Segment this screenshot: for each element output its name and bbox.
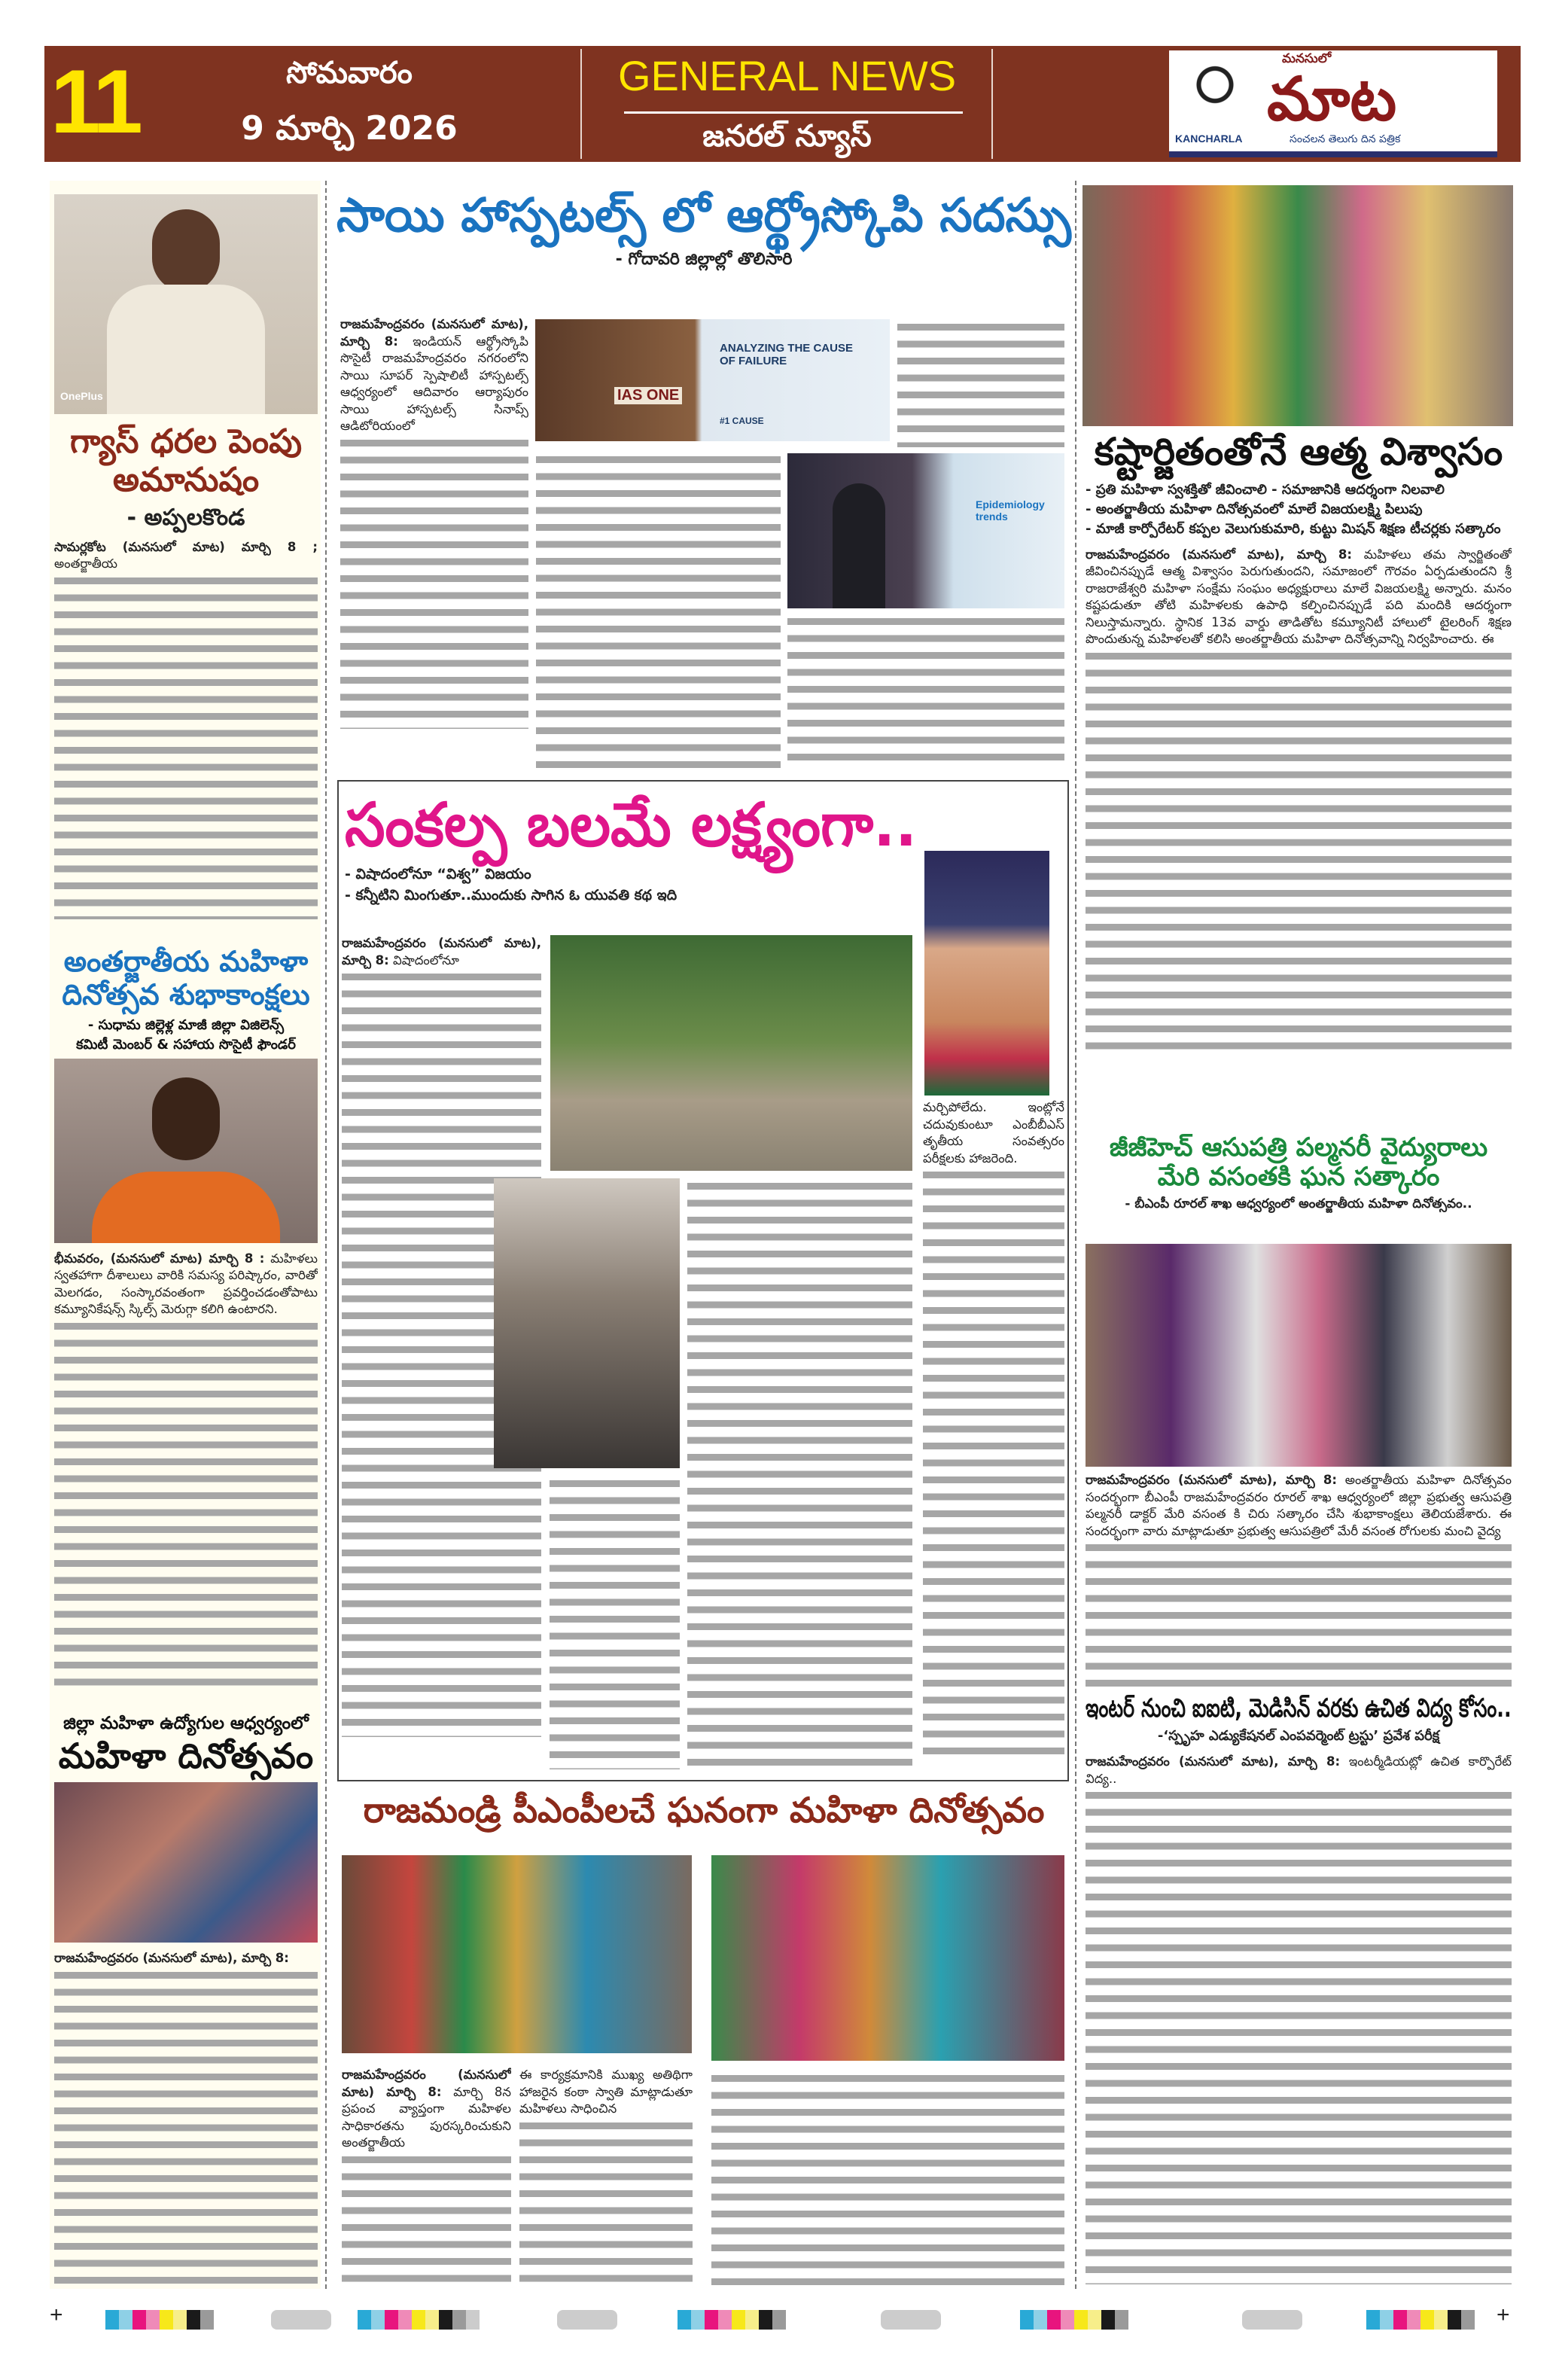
- bullet: - విషాదంలోనూ “విశ్వ” విజయం: [345, 866, 531, 882]
- subhead-line: కమిటీ మెంబర్ & సహాయ సొసైటీ ఫౌండర్: [76, 1036, 296, 1053]
- body-text: మర్చిపోలేదు. ఇంట్లోనే చదువుకుంటూ ఎంబీబీఎస్ తృతీయ సంవత్సరం పరీక్షలకు హాజరెంది.: [923, 1100, 1064, 1166]
- article-body: [687, 1178, 912, 1769]
- gray-patch: [1242, 2310, 1302, 2330]
- article-body: [340, 316, 528, 768]
- founder-portrait-icon: [1192, 61, 1238, 129]
- body-text: మార్చి 8న ప్రపంచ వ్యాప్తంగా మహిళల సాధికారతను పురస్కరించుకుని అంతర్జాతీయ: [342, 2084, 511, 2150]
- dateline: రాజమహేంద్రవరం (మనసులో మాట), మార్చి 8:: [1086, 547, 1352, 562]
- story-gas: [54, 194, 318, 934]
- registration-mark-icon: +: [50, 2302, 63, 2327]
- article-body: [342, 2067, 511, 2285]
- article-body: [1086, 1754, 1512, 2286]
- photo-speaker: [787, 453, 1064, 608]
- newspaper-logo: [1169, 50, 1497, 157]
- photo-pmp-felicitation: [342, 1855, 692, 2053]
- article-body: [54, 1950, 318, 2286]
- photo-memorial: [494, 1178, 680, 1468]
- text-lines: [687, 1178, 912, 1769]
- story-sankalpa-header: [345, 791, 917, 930]
- article-body: [923, 1099, 1064, 1769]
- subhead: -‘స్పృహ ఎడ్యుకేషనల్ ఎంపవర్మెంట్ ట్రస్టు’ ప్రవేశ పరీక్ష: [1157, 1728, 1440, 1745]
- divider: [991, 49, 993, 159]
- text-lines: [1086, 648, 1512, 1055]
- dateline: రాజమహేంద్రవరం (మనసులో మాట), మార్చి 8:: [1086, 1754, 1341, 1769]
- article-body: [536, 452, 781, 768]
- article-body: [897, 319, 1064, 447]
- color-bar: [358, 2310, 480, 2330]
- bullet: - కన్నీటిని మింగుతూ..ముందుకు సాగిన ఓ యువతి కథ ఇది: [345, 886, 678, 904]
- body-text: అంతర్జాతీయ: [54, 556, 117, 571]
- logo-brand: KANCHARLA: [1175, 133, 1243, 145]
- text-lines: [1086, 1540, 1512, 1687]
- dateline: రాజమహేంద్రవరం (మనసులో మాట), మార్చి 8:: [1086, 1473, 1338, 1487]
- headline-sai: సాయి హాస్పటల్స్ లో ఆర్థ్రోస్కోపి సదస్సు: [336, 187, 1071, 242]
- story-confidence: [1086, 431, 1512, 1122]
- logo-small: మనసులో: [1282, 51, 1332, 66]
- slide-title: ANALYZING THE CAUSE OF FAILURE: [720, 342, 853, 367]
- subhead: - గోదావరి జిల్లాల్లో తొలిసారి: [615, 250, 793, 270]
- article-body: [54, 1251, 318, 1708]
- bullet: - ప్రతి మహిళా స్వశక్తితో జీవించాలి - సమాజానికి ఆదర్శంగా నిలవాలి: [1086, 481, 1445, 498]
- bullet: - మాజీ కార్పోరేటర్ కప్పల వెలుగుకుమారి, కుట్టు మిషన్ శిక్షణ టీచర్లకు సత్కారం: [1086, 520, 1501, 537]
- subhead-line: - సుధామ జిల్లెళ్ల మాజీ జిల్లా విజిలెన్స్: [87, 1017, 285, 1034]
- logo-title: మాట: [1267, 63, 1397, 134]
- article-body: [711, 2071, 1064, 2285]
- headline-district: మహిళా దినోత్సవం: [58, 1735, 314, 1777]
- headline-line: గ్యాస్ ధరల పెంపు: [69, 422, 303, 461]
- divider: [624, 111, 963, 114]
- text-lines: [536, 452, 781, 768]
- dateline: సామర్లకోట (మనసులో మాట) మార్చి 8 ;: [54, 539, 318, 554]
- dateline: రాజమహేంద్రవరం (మనసులో మాట) మార్చి 8:: [342, 2068, 511, 2099]
- photo-women-group: [711, 1855, 1064, 2061]
- headline-gas: [54, 423, 318, 499]
- slide-text: #1 CAUSE: [720, 416, 764, 426]
- article-body: [787, 614, 1064, 768]
- headline-line: మేరి వసంతకి ఘన సత్కారం: [1157, 1162, 1440, 1193]
- headline-confidence: కష్టార్జితంతోనే ఆత్మ విశ్వాసం: [1094, 430, 1503, 474]
- logo-tagline: సంచలన తెలుగు దిన పత్రిక: [1290, 133, 1401, 145]
- text-lines: [711, 2071, 1064, 2285]
- banner-text: IAS ONE: [614, 387, 682, 404]
- article-body: [1086, 1472, 1512, 1687]
- dateline: భీమవరం, (మనసులో మాట) మార్చి 8 :: [54, 1251, 265, 1266]
- gray-patch: [557, 2310, 617, 2330]
- story-sai-header: [335, 188, 1073, 312]
- subhead: [54, 1016, 318, 1053]
- text-lines: [340, 435, 528, 729]
- dateline: రాజమహేంద్రవరం (మనసులో మాట), మార్చి 8:: [54, 1951, 289, 1966]
- photo-district-event: [54, 1782, 318, 1943]
- article-body: [1086, 547, 1512, 1122]
- screen-text: Epidemiology trends: [976, 498, 1045, 523]
- gray-patch: [881, 2310, 941, 2330]
- photo-appalakonda: [54, 194, 318, 414]
- headline-pmp: రాజమండ్రి పీఎంపీలచే ఘనంగా మహిళా దినోత్సవం: [363, 1790, 1045, 1830]
- story-pmp-header: [335, 1790, 1073, 1847]
- kicker: జిల్లా మహిళా ఉద్యోగుల ఆధ్వర్యంలో: [63, 1714, 309, 1733]
- text-lines: [923, 1167, 1064, 1762]
- issue-date: 9 మార్చి 2026: [241, 109, 458, 148]
- body-text: విషాదంలోనూ: [388, 952, 459, 968]
- article-body: [519, 2067, 693, 2285]
- body-text: అంతర్జాతీయ మహిళా దినోత్సవం సందర్భంగా బీఎంపీ రాజమహేంద్రవరం రూరల్ శాఖ ఆధ్వర్యంలో జిల్లా ప్రభుత్వ ఆసుపత్రి పల్మనరీ డాక్టర్ మేరి వసంత కి చిరు సత్కారం చేసి శుభాకాంక్షలు తెలియజేశారు. ఈ సందర్భంగా వారు మాట్లాడుతూ ప్రభుత్వ ఆసుపత్రిలో మేరీ వసంత రోగులకు మంచి వైద్య: [1086, 1473, 1512, 1538]
- headline-line: అంతర్జాతీయ మహిళా: [63, 945, 309, 978]
- text-lines: [54, 1318, 318, 1695]
- color-bar: [105, 2310, 214, 2330]
- headline-line: జీజీహెచ్ ఆసుపత్రి పల్మనరీ వైద్యురాలు: [1109, 1132, 1488, 1163]
- bullet: - అంతర్జాతీయ మహిళా దినోత్సవంలో మాలే విజయలక్ష్మి పిలుపు: [1086, 501, 1423, 517]
- column-rule: [325, 181, 327, 2289]
- headline-line: దినోత్సవ శుభాకాంక్షలు: [62, 977, 310, 1011]
- body-text: మహిళలు స్వతహాగా దీశాలులు వారికి సమస్య పరిష్కారం, వారితో మెలగడం, సంస్కారవంతంగా ప్రవర్తించడంతోపాటు కమ్యూనికేషన్స్ స్కిల్స్ మెరుగ్గా కలిగి ఉంటారని.: [54, 1251, 318, 1317]
- body-text: మహిళలు తమ స్వార్జితంతో జీవించినప్పుడే ఆత్మ విశ్వాసం పెరుగుతుందని, సమాజంలో గౌరవం ఏర్పడుతుందని శ్రీ రాజరాజేశ్వరి మహిళా సంక్షేమ సంఘం అధ్యక్షురాలు మాలే విజయలక్ష్మి అన్నారు. మనం కష్టపడుతూ తోటి మహిళలకు ఉపాధి కల్పించినప్పుడే పది మందికి ఆదర్శంగా నిలుస్తామన్నారు. స్థానిక 13వ వార్డు తాడితోట కమ్యూనిటీ హాలులో టైలరింగ్ శిక్షణ పొందుతున్న మహిళలతో కలిసి అంతర్జాతీయ మహిళా దినోత్సవాన్ని నిర్వహించారు. ఈ: [1086, 547, 1512, 647]
- color-bar: [678, 2310, 786, 2330]
- headline-wishes: [54, 946, 318, 1011]
- story-wishes: [54, 946, 318, 1708]
- headline-education: ఇంటర్ నుంచి ఐఐటి, మెడిసిన్ వరకు ఉచిత విద్య కోసం..: [1086, 1693, 1512, 1723]
- headline-ggh: [1086, 1133, 1512, 1192]
- headline-line: అమానుషం: [112, 460, 260, 499]
- bullet-list: [1086, 480, 1512, 539]
- body-text: ఇంటర్మీడియట్లో ఉచిత కార్పొరేట్ విద్య..: [1086, 1754, 1512, 1786]
- logo-bar: [1169, 151, 1497, 157]
- text-lines: [787, 614, 1064, 768]
- text-lines: [54, 1967, 318, 2284]
- text-lines: [897, 319, 1064, 447]
- text-lines: [550, 1476, 680, 1769]
- gray-patch: [271, 2310, 331, 2330]
- photo-procession: [550, 935, 912, 1171]
- photo-seminar-slide: [535, 319, 890, 441]
- photo-mary-vasantha: [1086, 1244, 1512, 1467]
- photo-vishwa-portrait: [924, 851, 1049, 1096]
- masthead: [44, 46, 1521, 162]
- story-ggh-header: [1086, 1133, 1512, 1240]
- body-text: ఈ కార్యక్రమానికి ముఖ్య అతిథిగా హాజరైన కంఠా స్వాతి మాట్లాడుతూ మహిళలు సాధించిన: [519, 2068, 693, 2116]
- photo-sudhama: [54, 1059, 318, 1243]
- section-title-te: జనరల్ న్యూస్: [702, 119, 872, 154]
- registration-mark-icon: +: [1497, 2302, 1510, 2327]
- photo-watermark: OnePlus: [60, 390, 103, 402]
- color-bar: [1366, 2310, 1475, 2330]
- article-body: [550, 1476, 680, 1769]
- page-number: 11: [50, 51, 140, 152]
- color-bar: [1020, 2310, 1128, 2330]
- photo-tailoring-women: [1083, 185, 1513, 426]
- dateline: రాజమహేంద్రవరం (మనసులో మాట), మార్చి 8:: [342, 936, 541, 968]
- body-text: ఇండియన్ ఆర్థ్రోస్కోపి సొసైటీ రాజమహేంద్రవరం నగరంలోని సాయి సూపర్ స్పెషాలిటీ హాస్పటల్స్ ఆధ్వర్యంలో ఆదివారం ఆర్యాపురం సాయి హాస్పటల్స్ సినాప్స్ ఆడిటోరియంలో: [340, 334, 528, 433]
- dateline: రాజమహేంద్రవరం (మనసులో మాట), మార్చి 8:: [340, 317, 528, 349]
- weekday: సోమవారం: [286, 56, 413, 90]
- text-lines: [519, 2118, 693, 2284]
- story-education: [1086, 1694, 1512, 2286]
- article-body: [54, 539, 318, 934]
- column-rule: [1075, 181, 1076, 2289]
- text-lines: [1086, 1787, 1512, 2284]
- headline-sankalpa: సంకల్ప బలమే లక్ష్యంగా..: [345, 790, 918, 860]
- subhead: - బీఎంపీ రూరల్ శాఖ ఆధ్వర్యంలో అంతర్జాతీయ మహిళా దినోత్సవం..: [1125, 1196, 1472, 1212]
- section-title-en: GENERAL NEWS: [617, 52, 957, 99]
- story-district: [54, 1714, 318, 2286]
- text-lines: [54, 573, 318, 919]
- byline: - అప్పలకొండ: [126, 504, 245, 532]
- text-lines: [342, 2152, 511, 2286]
